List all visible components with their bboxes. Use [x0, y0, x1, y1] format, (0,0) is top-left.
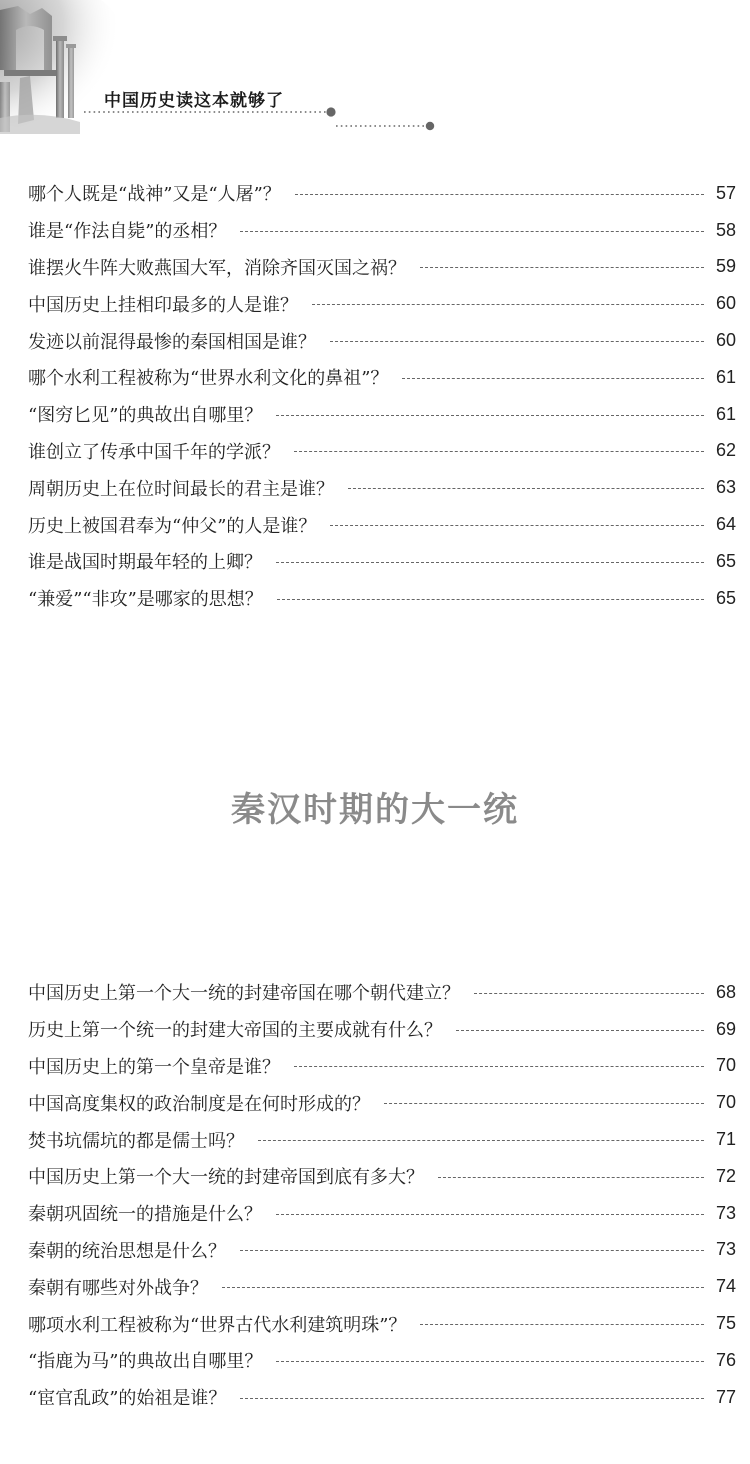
toc-question: “宦官乱政”的始祖是谁？ [28, 1388, 227, 1410]
toc-entry[interactable] [28, 1084, 736, 1121]
toc-entry[interactable] [28, 543, 736, 580]
book-title: 中国历史读这本就够了 [104, 91, 284, 111]
toc-question: 历史上第一个统一的封建大帝国的主要成就有什么？ [28, 1020, 442, 1042]
dot-leader [456, 1030, 704, 1031]
section-heading: 秦汉时期的大一统 [231, 790, 519, 830]
dot-leader [438, 1177, 704, 1178]
toc-entry[interactable] [28, 249, 736, 286]
toc-entry[interactable] [28, 974, 736, 1011]
toc-question: 哪项水利工程被称为“世界古代水利建筑明珠”？ [28, 1314, 407, 1336]
toc-entry[interactable] [28, 359, 736, 396]
dot-leader [240, 231, 704, 232]
dot-leader [474, 993, 704, 994]
toc-entry[interactable] [28, 396, 736, 433]
toc-question: “图穷匕见”的典故出自哪里？ [28, 405, 263, 427]
toc-page-number: 63 [715, 477, 736, 498]
toc-page-number: 69 [715, 1018, 736, 1039]
dot-leader [240, 1398, 704, 1399]
toc-page-number: 70 [715, 1092, 736, 1113]
toc-question: 哪个人既是“战神”又是“人屠”？ [28, 184, 281, 206]
toc-page-number: 61 [715, 366, 736, 387]
toc-entry[interactable] [28, 285, 736, 322]
dot-leader [384, 1103, 704, 1104]
toc-page-number: 77 [715, 1386, 736, 1407]
toc-page-number: 71 [715, 1129, 736, 1150]
toc-page-number: 73 [715, 1202, 736, 1223]
toc-page-number: 62 [715, 440, 736, 461]
toc-question: 秦朝巩固统一的措施是什么？ [28, 1204, 262, 1226]
toc-question: “兼爱”“非攻”是哪家的思想？ [28, 589, 263, 611]
toc-page-number: 65 [715, 587, 736, 608]
toc-entry[interactable] [28, 1342, 736, 1379]
dot-leader [222, 1287, 704, 1288]
toc-entry[interactable] [28, 322, 736, 359]
toc-question: 历史上被国君奉为“仲父”的人是谁？ [28, 515, 317, 537]
toc-page-number: 57 [715, 182, 736, 203]
toc-page-number: 72 [715, 1165, 736, 1186]
dot-leader [402, 378, 704, 379]
toc-question: “指鹿为马”的典故出自哪里？ [28, 1351, 263, 1373]
dot-leader [295, 194, 704, 195]
dot-leader [240, 1250, 704, 1251]
toc-page-number: 76 [715, 1349, 736, 1370]
toc-list-warring-states [28, 175, 736, 617]
toc-entry[interactable] [28, 1305, 736, 1342]
toc-page-number: 74 [715, 1276, 736, 1297]
dot-leader [348, 488, 704, 489]
toc-entry[interactable] [28, 212, 736, 249]
toc-page-number: 58 [715, 219, 736, 240]
toc-list-qin-han [28, 974, 736, 1416]
toc-entry[interactable] [28, 1232, 736, 1269]
toc-page-number: 65 [715, 550, 736, 571]
toc-entry[interactable] [28, 1048, 736, 1085]
toc-entry[interactable] [28, 1121, 736, 1158]
toc-question: 秦朝的统治思想是什么？ [28, 1240, 226, 1262]
toc-page-number: 60 [715, 330, 736, 351]
dot-leader [276, 562, 704, 563]
toc-question: 发迹以前混得最惨的秦国相国是谁？ [28, 331, 316, 353]
toc-entry[interactable] [28, 469, 736, 506]
toc-entry[interactable] [28, 1268, 736, 1305]
toc-question: 中国历史上挂相印最多的人是谁？ [28, 294, 298, 316]
toc-entry[interactable] [28, 433, 736, 470]
toc-entry[interactable] [28, 1379, 736, 1416]
toc-question: 谁是战国时期最年轻的上卿？ [28, 552, 262, 574]
toc-page-number: 64 [715, 514, 736, 535]
toc-page-number: 73 [715, 1239, 736, 1260]
ruins-pillar-illustration [0, 0, 750, 140]
toc-entry[interactable] [28, 506, 736, 543]
toc-question: 秦朝有哪些对外战争？ [28, 1277, 208, 1299]
toc-entry[interactable] [28, 175, 736, 212]
dot-leader [277, 599, 704, 600]
dot-leader [420, 1324, 704, 1325]
dot-leader [330, 525, 704, 526]
dot-leader [330, 341, 704, 342]
dot-leader [276, 1214, 704, 1215]
toc-question: 焚书坑儒坑的都是儒士吗？ [28, 1130, 244, 1152]
toc-entry[interactable] [28, 1158, 736, 1195]
toc-question: 中国历史上第一个大一统的封建帝国在哪个朝代建立？ [28, 983, 460, 1005]
dot-leader [276, 415, 704, 416]
dot-leader [258, 1140, 704, 1141]
dot-leader [312, 304, 704, 305]
toc-question: 谁摆火牛阵大败燕国大军，消除齐国灭国之祸？ [28, 257, 406, 279]
toc-question: 周朝历史上在位时间最长的君主是谁？ [28, 478, 334, 500]
toc-page-number: 59 [715, 256, 736, 277]
toc-entry[interactable] [28, 1011, 736, 1048]
toc-question: 哪个水利工程被称为“世界水利文化的鼻祖”？ [28, 368, 389, 390]
toc-question: 中国历史上的第一个皇帝是谁？ [28, 1056, 280, 1078]
toc-question: 谁是“作法自毙”的丞相？ [28, 221, 227, 243]
dot-leader [294, 451, 704, 452]
toc-page-number: 60 [715, 293, 736, 314]
dot-leader [420, 267, 704, 268]
toc-question: 中国历史上第一个大一统的封建帝国到底有多大？ [28, 1167, 424, 1189]
toc-page-number: 70 [715, 1055, 736, 1076]
toc-page-number: 75 [715, 1313, 736, 1334]
dot-leader [294, 1066, 704, 1067]
toc-page-number: 61 [715, 403, 736, 424]
toc-question: 谁创立了传承中国千年的学派？ [28, 441, 280, 463]
toc-entry[interactable] [28, 1195, 736, 1232]
dot-leader [276, 1361, 704, 1362]
page-header [0, 0, 750, 140]
toc-entry[interactable] [28, 580, 736, 617]
toc-question: 中国高度集权的政治制度是在何时形成的？ [28, 1093, 370, 1115]
toc-page-number: 68 [715, 981, 736, 1002]
